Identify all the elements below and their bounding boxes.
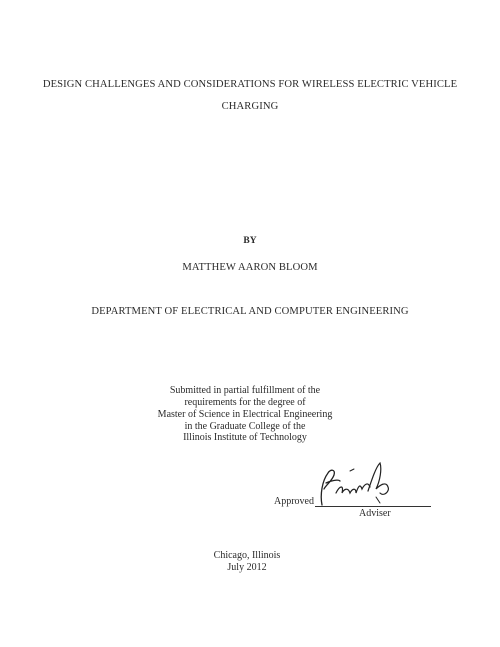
submission-line: Illinois Institute of Technology bbox=[183, 432, 307, 443]
submission-line: in the Graduate College of the bbox=[184, 421, 306, 432]
submission-line: Submitted in partial fulfillment of the bbox=[169, 385, 321, 396]
approved-label: Approved bbox=[274, 496, 314, 507]
submission-line: requirements for the degree of bbox=[184, 397, 306, 408]
approval-block bbox=[266, 459, 436, 521]
adviser-signature bbox=[310, 459, 400, 509]
location: Chicago, Illinois bbox=[213, 550, 281, 561]
submission-line: Master of Science in Electrical Engineering bbox=[157, 409, 333, 420]
author-name: MATTHEW AARON BLOOM bbox=[182, 262, 318, 273]
by-label: BY bbox=[243, 236, 257, 246]
department-name: DEPARTMENT OF ELECTRICAL AND COMPUTER ENGINEERING bbox=[91, 306, 409, 317]
date: July 2012 bbox=[227, 562, 267, 573]
title-line-2: CHARGING bbox=[221, 101, 279, 112]
title-line-1: DESIGN CHALLENGES AND CONSIDERATIONS FOR WIRELESS ELECTRIC VEHICLE bbox=[42, 79, 458, 90]
adviser-label: Adviser bbox=[359, 508, 391, 519]
